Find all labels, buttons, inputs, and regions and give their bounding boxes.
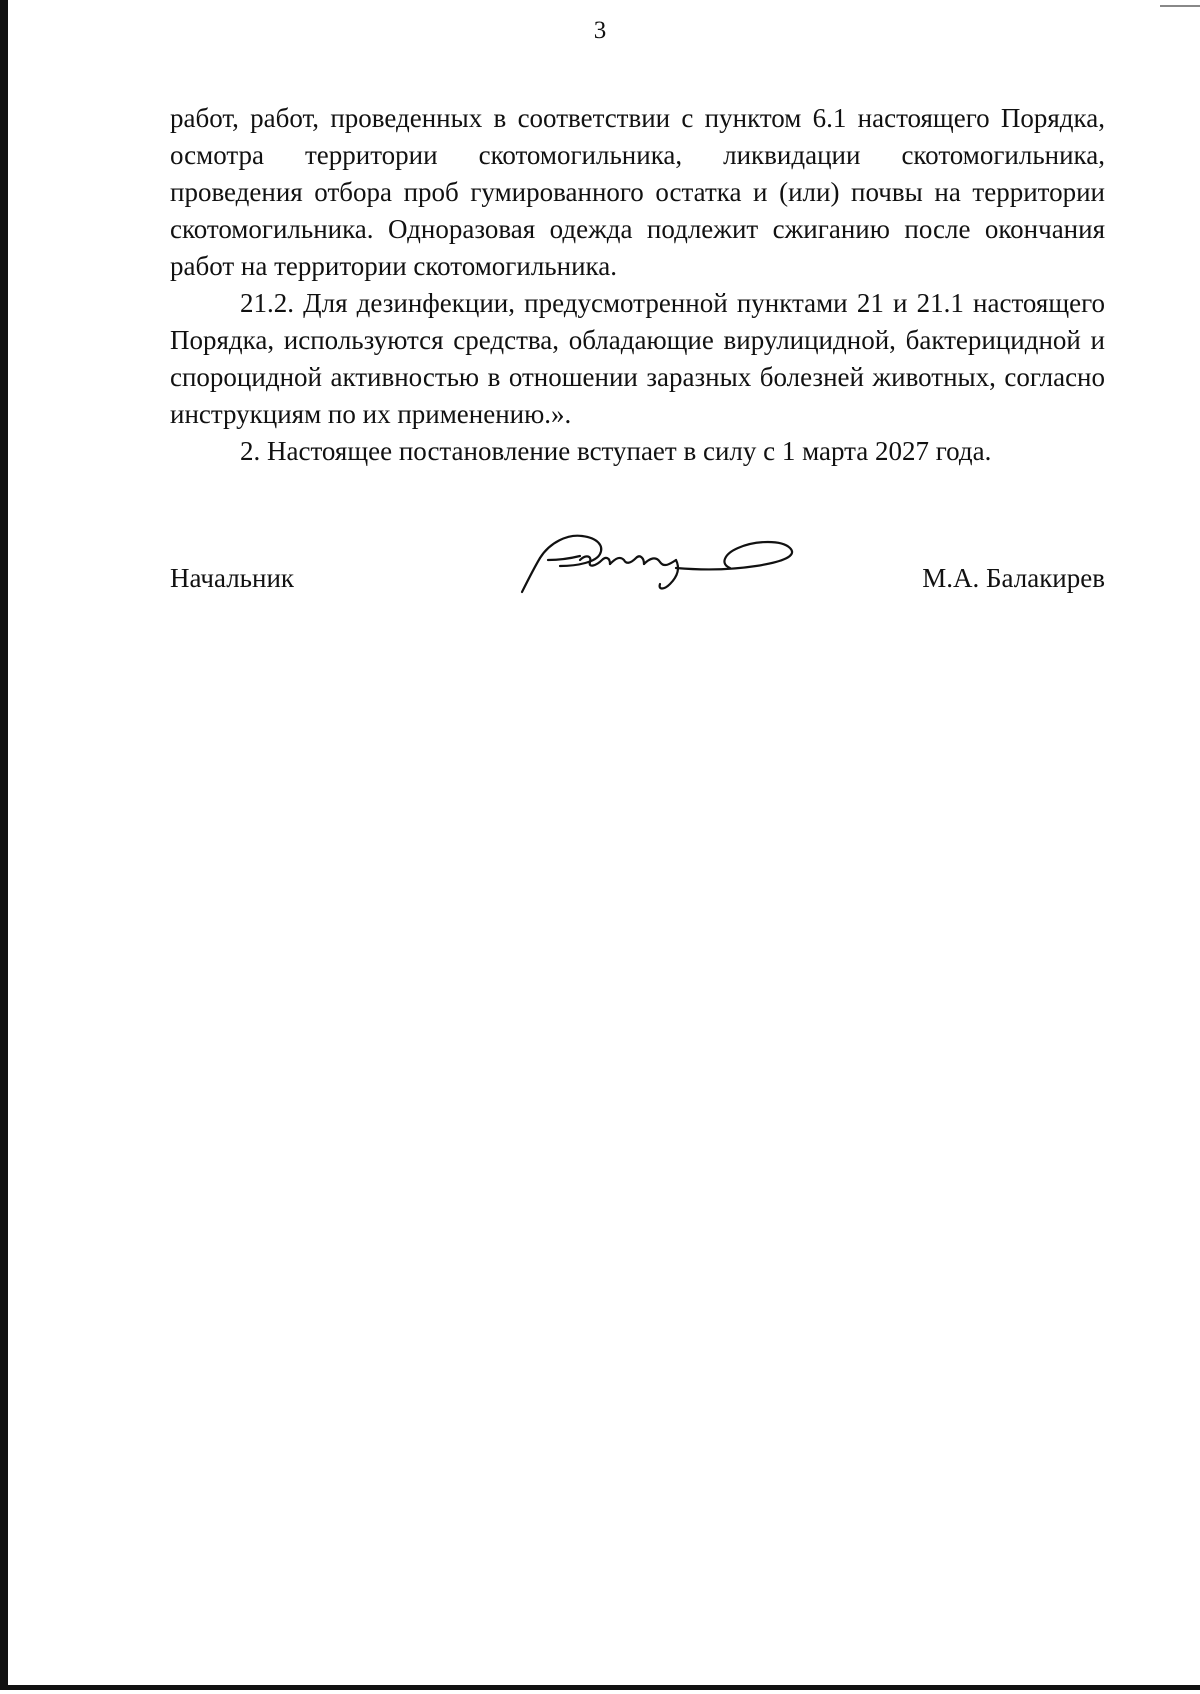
page-number: 3 [593, 17, 607, 44]
paragraph-effective-date: 2. Настоящее постановление вступает в силу с 1 марта 2027 года. [240, 436, 992, 466]
paragraph-21-2: 21.2. Для дезинфекции, предусмотренной пунктами 21 и 21.1 настоящего Порядка, используются средства, обладающие вирулицидной, бактерицидной и спороцидной активностью в отношении заразных болезней животных, согласно инструкциям по их применению.». [170, 288, 1105, 429]
handwritten-signature-icon [520, 520, 800, 600]
scan-border-top-right [1160, 5, 1200, 7]
scan-border-bottom [0, 1685, 1200, 1690]
document-body [170, 100, 1105, 470]
signature-block [170, 520, 1105, 600]
paragraph-continuation: работ, работ, проведенных в соответствии с пунктом 6.1 настоящего Порядка, осмотра территории скотомогильника, ликвидации скотомогильника, проведения отбора проб гумированного остатка и (или) почвы на территории скотомогильника. Одноразовая одежда подлежит сжиганию после окончания работ на территории скотомогильника. [170, 103, 1105, 281]
scan-border-left [0, 0, 8, 1688]
signatory-name: М.А. Балакирев [922, 563, 1105, 593]
signatory-position: Начальник [170, 563, 295, 593]
